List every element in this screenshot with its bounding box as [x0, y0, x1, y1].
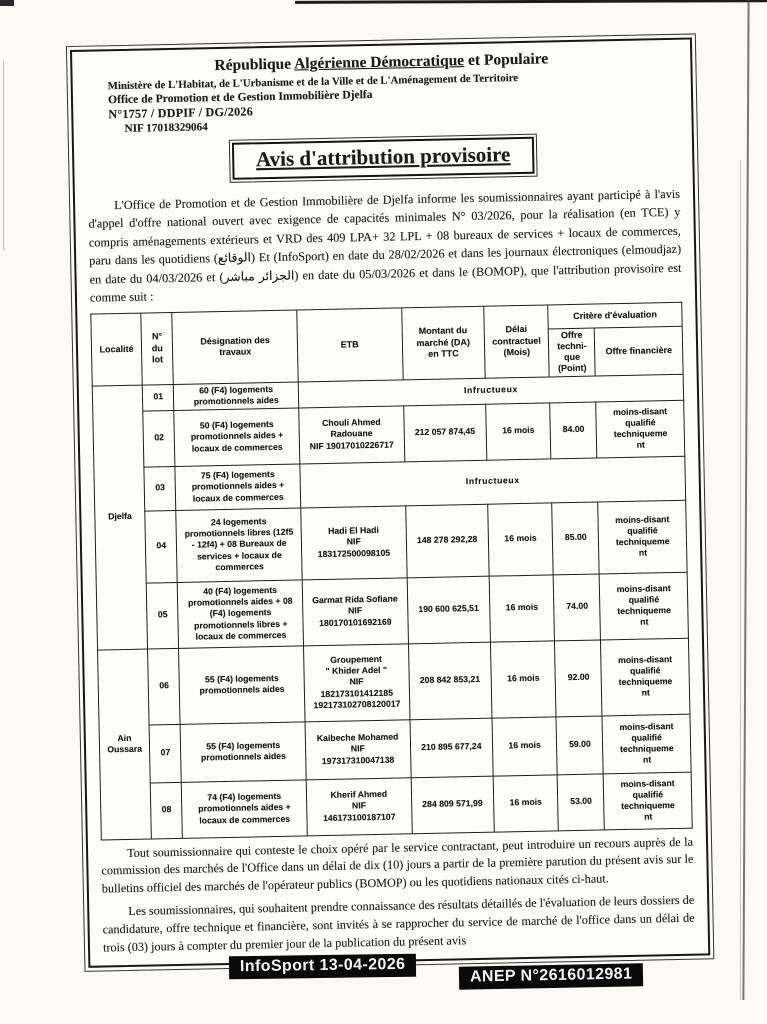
col-header-critere: Critère d'évaluation: [548, 302, 682, 329]
col-header-lot: N° du lot: [141, 312, 174, 385]
results-paragraph: Les soumissionnaires, qui souhaitent prendre connaissance des résultats détaillés de l'évaluation de leurs dossiers de candidature, offre technique et financière, sont invités à se rapprocher du service de marché de l'office dans un délai de trois (03) jours à compter du premier jour de la publication du présent avis: [102, 892, 695, 955]
montant: 148 278 292,28: [405, 504, 489, 578]
table-row-lot-04: [95, 500, 687, 584]
reference-number: N°1757 / DDPIF / DG/2026: [108, 104, 254, 122]
etb: Kherif Ahmed NIF 146173100187107: [306, 777, 412, 835]
locality-djelfa: Djelfa: [92, 385, 148, 650]
lot-number: 04: [145, 510, 178, 583]
montant: 210 895 677,24: [410, 718, 494, 778]
delai: 16 mois: [488, 503, 554, 576]
montant: 190 600 625,51: [407, 576, 491, 644]
lot-number: 03: [144, 466, 176, 511]
anep-badge: ANEP N°2616012981: [459, 963, 644, 990]
col-header-designation: Désignation des travaux: [172, 310, 298, 384]
ministry-line: Ministère de L'Habitat, de L'Urbanisme et de la Ville et de L'Aménagement de Territoire: [107, 72, 519, 93]
office-line: Office de Promotion et de Gestion Immobilière Djelfa: [107, 87, 373, 107]
table-row-lot-08: [100, 772, 692, 840]
designation: 74 (F4) logements promotionnels aides + locaux de commerces: [182, 780, 308, 838]
col-header-offre-technique: Offre techni- que (Point): [548, 328, 595, 377]
offre-technique-score: 74.00: [553, 574, 601, 641]
etb: Hadi El Hadi NIF 183172500098105: [301, 505, 407, 579]
lot-number: 05: [146, 582, 178, 649]
document-sheet: [70, 38, 710, 968]
award-table: [90, 301, 692, 840]
office-nif: NIF 17018329064: [124, 121, 208, 135]
title-wrapper: [87, 134, 680, 183]
recourse-paragraph: Tout soumissionnaire qui conteste le choix opéré par le service contractant, peut introduire un recours auprès de la commission des marchés de l'Office dans un délai de dix (10) jours a partir de la première parution du présent avis sur le bulletins officiel des marchés de l'opérateur publics (BOMOP) ou les quotidiens nationaux cités ci-haut.: [101, 834, 694, 896]
delai: 16 mois: [493, 774, 558, 831]
designation: 75 (F4) logements promotionnels aides + locaux de commerces: [175, 464, 300, 510]
delai: 16 mois: [486, 403, 551, 460]
offre-financiere-result: moins-disant qualifié techniqueme nt: [604, 772, 693, 830]
offre-technique-score: 84.00: [550, 402, 597, 459]
col-header-delai: Délai contractuel (Mois): [484, 305, 550, 378]
lot-number: 01: [142, 384, 174, 411]
col-header-etb: ETB: [297, 308, 403, 382]
etb: Kaibeche Mohamed NIF 197317310047138: [305, 719, 411, 779]
offre-financiere-result: moins-disant qualifié techniqueme nt: [596, 400, 685, 458]
montant: 208 842 853,21: [408, 642, 492, 720]
designation: 50 (F4) logements promotionnels aides + locaux de commerces: [174, 408, 300, 466]
delai: 16 mois: [492, 717, 557, 776]
etb: Chouli Ahmed Radouane NIF 19017010226717: [299, 406, 405, 464]
offre-technique-score: 92.00: [555, 640, 603, 717]
delai: 16 mois: [490, 641, 556, 718]
col-header-montant: Montant du marché (DA) en TTC: [401, 306, 485, 380]
scan-top-edge-line: [295, 0, 767, 4]
designation: 55 (F4) logements promotionnels aides: [179, 646, 305, 724]
publication-badge: InfoSport 13-04-2026: [229, 954, 417, 980]
republic-pre: République: [214, 55, 295, 75]
offre-financiere-result: moins-disant qualifié techniqueme nt: [598, 500, 687, 574]
designation: 40 (F4) logements promotionnels aides + 08 (F4) logements promotionnels libres + locaux de commerces: [178, 580, 304, 648]
locality-ain-oussara: Ain Oussara: [98, 649, 152, 840]
offre-technique-score: 85.00: [552, 502, 600, 575]
montant: 284 809 571,99: [411, 776, 495, 834]
table-row-lot-06: [98, 638, 690, 726]
republic-underlined: Algérienne Démocratique: [293, 52, 465, 73]
republic-post: et Populaire: [463, 50, 549, 70]
lot-number: 06: [148, 648, 181, 725]
delai: 16 mois: [489, 575, 555, 642]
lot-number: 08: [150, 782, 182, 839]
offre-financiere-result: moins-disant qualifié techniqueme nt: [602, 714, 691, 774]
scan-left-edge-mark: [3, 60, 4, 250]
offre-technique-score: 53.00: [557, 774, 604, 831]
etb: Groupement " Khider Adel " NIF 182173101412185 192173102708120017: [304, 643, 410, 721]
designation: 60 (F4) logements promotionnels aides: [174, 382, 299, 410]
offre-technique-score: 59.00: [556, 716, 603, 775]
offre-financiere-result: moins-disant qualifié techniqueme nt: [600, 572, 689, 640]
col-header-localite: Localité: [91, 313, 143, 386]
col-header-offre-financiere: Offre financière: [595, 326, 683, 376]
letterhead-block: [108, 69, 679, 135]
scan-right-page-edge-shadow: [740, 160, 741, 1000]
document-title: Avis d'attribution provisoire: [232, 137, 535, 180]
scan-right-page-edge: [742, 0, 749, 1000]
intro-paragraph: L'Office de Promotion et de Gestion Immobilière de Djelfa informe les soumissionnaires ayant participé à l'avis d'appel d'offre national ouvert avec exigence de capacités minimales N° 03/2026, pour la réalisation (en TCE) y compris aménagements extérieurs et VRD des 409 LPA+ 32 LPL + 08 bureaux de services + locaux de commerces, paru dans les quotidiens (الوقائع) Et (InfoSport) en date du 28/02/2026 et dans les journaux électroniques (elmoudjaz) en date du 04/03/2026 et (الجزائر مباشر) en date du 05/03/2026 et dans le (BOMOP), que l'attribution provisoire est comme suit :: [88, 186, 682, 305]
lot-number: 02: [143, 410, 175, 467]
status-infructueux: Infructueux: [298, 374, 683, 408]
designation: 55 (F4) logements promotionnels aides: [180, 722, 306, 782]
lot-number: 07: [149, 724, 181, 783]
status-infructueux: Infructueux: [300, 456, 686, 508]
etb: Garmat Rida Sofiane NIF 180170101692169: [302, 577, 408, 645]
montant: 212 057 874,45: [403, 404, 487, 462]
designation: 24 logements promotionnels libres (12f5 - 12f4) + 08 Bureaux de services + locaux de commerces: [176, 508, 302, 582]
offre-financiere-result: moins-disant qualifié techniqueme nt: [601, 638, 690, 716]
scan-top-left-mark: [0, 0, 14, 6]
table-row-lot-05: [96, 572, 688, 650]
